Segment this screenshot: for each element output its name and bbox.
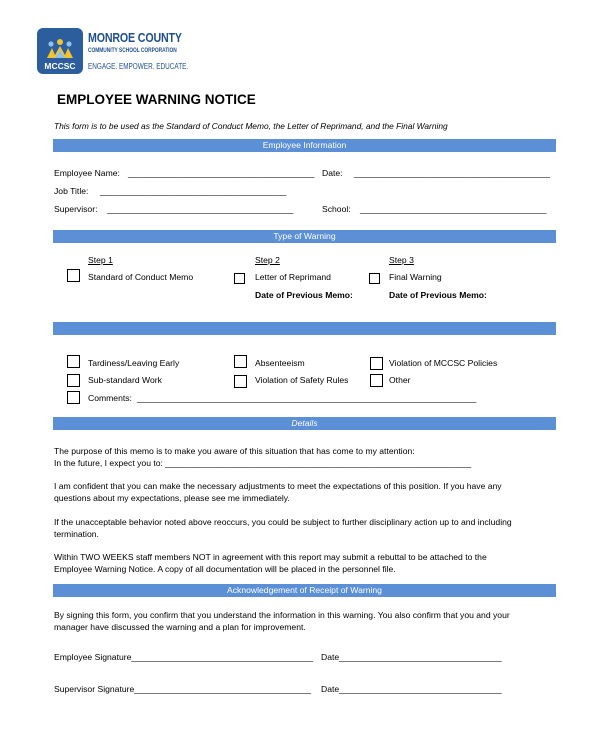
step3-label: Step 3 xyxy=(389,255,414,265)
other-checkbox[interactable] xyxy=(370,374,383,387)
step2-option: Letter of Reprimand xyxy=(255,272,331,282)
mccsc-policies-checkbox[interactable] xyxy=(370,357,383,370)
comments-checkbox[interactable] xyxy=(67,391,80,404)
employee-name-field[interactable]: _______________________________________ xyxy=(128,168,315,178)
org-name: MONROE COUNTY xyxy=(88,30,182,45)
job-title-label: Job Title: xyxy=(54,186,89,196)
step1-option: Standard of Conduct Memo xyxy=(88,272,194,282)
comments-label: Comments: xyxy=(88,393,132,403)
employee-info-header: Employee Information xyxy=(53,139,556,152)
details-confident-line2: questions about my expectations, please see me immediately. xyxy=(54,493,290,503)
step3-previous-memo-label: Date of Previous Memo: xyxy=(389,290,487,300)
supervisor-label: Supervisor: xyxy=(54,204,98,214)
date-field[interactable]: _________________________________________ xyxy=(354,168,550,178)
details-reoccur-line2: termination. xyxy=(54,529,99,539)
acknowledgement-line2: manager have discussed the warning and a plan for improvement. xyxy=(54,622,306,632)
tardiness-checkbox[interactable] xyxy=(67,355,80,368)
step1-label: Step 1 xyxy=(88,255,113,265)
comments-field[interactable]: _______________________________________________________________________ xyxy=(137,393,477,403)
details-rebuttal-line1: Within TWO WEEKS staff members NOT in agreement with this report may submit a rebuttal to be attached to the xyxy=(54,552,487,562)
step1-checkbox[interactable] xyxy=(67,269,80,282)
safety-rules-checkbox[interactable] xyxy=(234,375,247,388)
page-title: EMPLOYEE WARNING NOTICE xyxy=(57,92,256,107)
step3-checkbox[interactable] xyxy=(369,273,380,284)
type-of-warning-header: Type of Warning xyxy=(53,230,556,243)
acknowledgement-header: Acknowledgement of Receipt of Warning xyxy=(53,584,556,597)
date-label: Date: xyxy=(322,168,343,178)
org-tagline: ENGAGE. EMPOWER. EDUCATE. xyxy=(88,62,189,71)
violation-absenteeism: Absenteeism xyxy=(255,358,305,368)
step2-label: Step 2 xyxy=(255,255,280,265)
acknowledgement-line1: By signing this form, you confirm that you understand the information in this warning. You also confirm that you and your xyxy=(54,610,510,620)
violation-mccsc-policies: Violation of MCCSC Policies xyxy=(389,358,498,368)
absenteeism-checkbox[interactable] xyxy=(234,355,247,368)
details-reoccur-line1: If the unacceptable behavior noted above reoccurs, you could be subject to further disciplinary action up to and including xyxy=(54,517,512,527)
details-purpose: The purpose of this memo is to make you aware of this situation that has come to my attention: xyxy=(54,446,415,456)
step2-checkbox[interactable] xyxy=(234,273,245,284)
violation-tardiness: Tardiness/Leaving Early xyxy=(88,358,180,368)
school-label: School: xyxy=(322,204,351,214)
employee-signature-date-field[interactable]: Date__________________________________ xyxy=(321,652,502,662)
step2-previous-memo-label: Date of Previous Memo: xyxy=(255,290,353,300)
details-confident-line1: I am confident that you can make the necessary adjustments to meet the expectations of this position. If you have any xyxy=(54,481,502,491)
supervisor-signature-date-field[interactable]: Date__________________________________ xyxy=(321,684,502,694)
logo-badge: MCCSC xyxy=(44,61,76,71)
substandard-work-checkbox[interactable] xyxy=(67,374,80,387)
violation-safety-rules: Violation of Safety Rules xyxy=(255,375,349,385)
supervisor-signature-field[interactable]: Supervisor Signature_____________________________________ xyxy=(54,684,312,694)
job-title-field[interactable]: _______________________________________ xyxy=(100,186,287,196)
school-logo xyxy=(37,28,83,74)
intro-text: This form is to be used as the Standard of Conduct Memo, the Letter of Reprimand, and the Final Warning xyxy=(54,121,448,131)
org-subtitle: COMMUNITY SCHOOL CORPORATION xyxy=(88,47,177,54)
school-field[interactable]: _______________________________________ xyxy=(360,204,547,214)
step3-option: Final Warning xyxy=(389,272,442,282)
details-rebuttal-line2: Employee Warning Notice. A copy of all documentation will be placed in the personnel file. xyxy=(54,564,396,574)
details-header: Details xyxy=(53,417,556,430)
violation-other: Other xyxy=(389,375,411,385)
violation-substandard-work: Sub-standard Work xyxy=(88,375,162,385)
employee-name-label: Employee Name: xyxy=(54,168,120,178)
employee-signature-field[interactable]: Employee Signature______________________________________ xyxy=(54,652,314,662)
supervisor-field[interactable]: _______________________________________ xyxy=(107,204,294,214)
details-expectation-field[interactable]: In the future, I expect you to: ________________________________________________________________ xyxy=(54,458,472,468)
violations-header xyxy=(53,322,556,335)
